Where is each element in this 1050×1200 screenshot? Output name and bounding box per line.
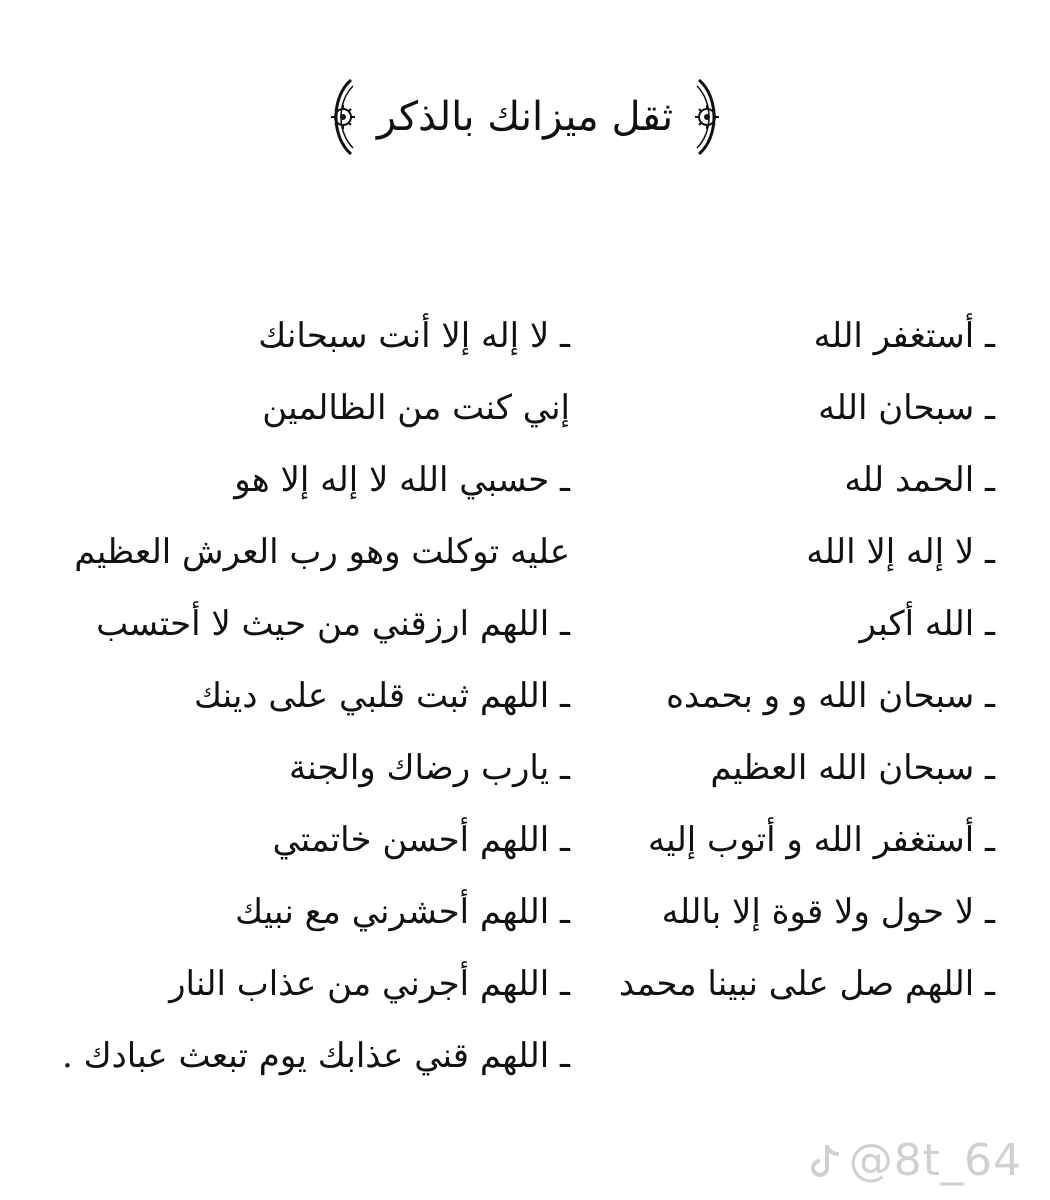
ornament-left-icon <box>321 72 365 162</box>
tiktok-icon <box>809 1141 843 1181</box>
dua-line: ـ حسبي الله لا إله إلا هو <box>234 460 570 500</box>
dhikr-line: ـ الله أكبر <box>859 604 995 644</box>
ornament-right-icon <box>685 72 729 162</box>
dhikr-line: ـ سبحان الله و و بحمده <box>666 676 995 716</box>
dua-line: إني كنت من الظالمين <box>262 388 570 428</box>
dua-line: ـ اللهم قني عذابك يوم تبعث عبادك . <box>62 1036 570 1076</box>
dhikr-line: ـ لا حول ولا قوة إلا بالله <box>661 892 995 932</box>
dua-line: ـ اللهم أحشرني مع نبيك <box>235 892 570 932</box>
dhikr-line: ـ الحمد لله <box>844 460 995 500</box>
dua-line: ـ اللهم أحسن خاتمتي <box>272 820 570 860</box>
dua-line: ـ اللهم ثبت قلبي على دينك <box>194 676 570 716</box>
left-column <box>62 300 570 1092</box>
dua-line: ـ اللهم ارزقني من حيث لا أحتسب <box>96 604 570 644</box>
dhikr-line: ـ لا إله إلا الله <box>806 532 995 572</box>
dhikr-line: ـ سبحان الله العظيم <box>710 748 995 788</box>
dhikr-line: ـ أستغفر الله <box>813 316 995 356</box>
dhikr-line: ـ أستغفر الله و أتوب إليه <box>647 820 995 860</box>
dua-line: ـ لا إله إلا أنت سبحانك <box>258 316 570 356</box>
dua-line: ـ يارب رضاك والجنة <box>289 748 570 788</box>
watermark <box>809 1135 1022 1186</box>
dua-line: ـ اللهم أجرني من عذاب النار <box>169 964 570 1004</box>
watermark-handle: @8t_64 <box>848 1135 1022 1186</box>
dhikr-line: ـ سبحان الله <box>818 388 995 428</box>
title-banner <box>0 72 1050 162</box>
dua-line: عليه توكلت وهو رب العرش العظيم <box>74 532 570 572</box>
dhikr-line: ـ اللهم صل على نبينا محمد <box>618 964 995 1004</box>
right-column <box>575 300 995 1020</box>
page-title: ثقل ميزانك بالذكر <box>376 94 674 140</box>
